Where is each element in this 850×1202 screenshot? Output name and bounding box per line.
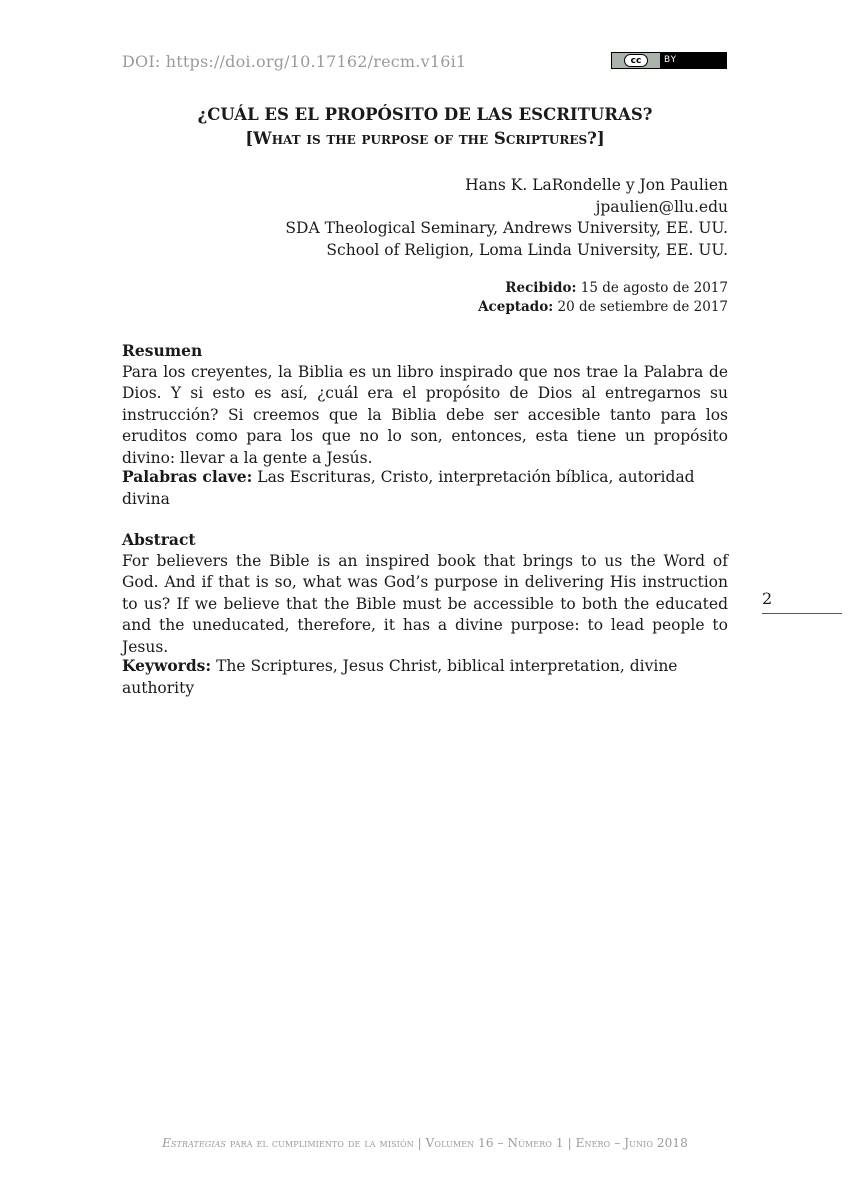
palabras-clave-value: Las Escrituras, Cristo, interpretación bíblica, autoridad divina (122, 468, 695, 508)
abstract-body: For believers the Bible is an inspired book that brings to us the Word of God. And if that is so, what was God’s purpose in delivering His instruction to us? If we believe that the Bible must be accessible to both the educated and the uneducated, therefore, it has a divine purpose: to lead people to Jesus. (122, 551, 728, 656)
subtitle-s: S (493, 129, 506, 148)
subtitle-what-rest: hat is the purpose of the (271, 129, 494, 148)
by-label: BY (664, 55, 678, 65)
resumen-body: Para los creyentes, la Biblia es un libro inspirado que nos trae la Palabra de Dios. Y si esto es así, ¿cuál era el propósito de Dios al entregarnos su instrucción? Si creemos que la Biblia debe ser accesible tanto para los eruditos como para los que no lo son, entonces, esta tiene un propósito divino: llevar a la gente a Jesús. (122, 362, 728, 467)
footer-journal-name: Estrategias (162, 1136, 227, 1150)
author-block (285, 175, 728, 261)
keywords-value: The Scriptures, Jesus Christ, biblical interpretation, divine authority (122, 657, 678, 697)
cc-logo-icon (612, 53, 660, 68)
received-value: 15 de agosto de 2017 (576, 280, 728, 296)
keywords-label: Keywords: (122, 656, 212, 675)
abstract-heading: Abstract (122, 530, 196, 549)
author-affiliation-1: SDA Theological Seminary, Andrews University, EE. UU. (285, 219, 728, 237)
subtitle-w: W (253, 129, 272, 148)
page-number: 2 (762, 589, 773, 608)
doi-link[interactable]: DOI: https://doi.org/10.17162/recm.v16i1 (122, 52, 467, 71)
accepted-value: 20 de setiembre de 2017 (553, 299, 728, 315)
article-subtitle (0, 128, 850, 150)
accepted-date (478, 298, 728, 317)
resumen-heading: Resumen (122, 341, 203, 360)
keywords (122, 655, 728, 699)
abstract-section (122, 529, 728, 658)
author-names: Hans K. LaRondelle y Jon Paulien (465, 176, 728, 194)
resumen-section (122, 340, 728, 469)
article-title: ¿CUÁL ES EL PROPÓSITO DE LAS ESCRITURAS? (197, 105, 653, 124)
cc-by-license-badge[interactable] (611, 52, 727, 69)
page-number-rule (762, 613, 842, 614)
subtitle-scripture-rest: criptures (505, 129, 588, 148)
received-label: Recibido: (505, 280, 577, 296)
footer-issue-info: para el cumplimiento de la misión | Volumen 16 – Número 1 | Enero – Junio 2018 (226, 1136, 688, 1150)
palabras-clave-label: Palabras clave: (122, 467, 253, 486)
cc-circle: cc (624, 54, 648, 67)
subtitle-open: [ (245, 129, 254, 148)
journal-footer (0, 1136, 850, 1150)
received-date (478, 279, 728, 298)
accepted-label: Aceptado: (478, 299, 554, 315)
subtitle-close: ?] (587, 129, 605, 148)
author-affiliation-2: School of Religion, Loma Linda University, EE. UU. (326, 240, 728, 259)
author-email[interactable]: jpaulien@llu.edu (595, 197, 728, 216)
dates-block (478, 279, 728, 317)
palabras-clave (122, 466, 728, 510)
